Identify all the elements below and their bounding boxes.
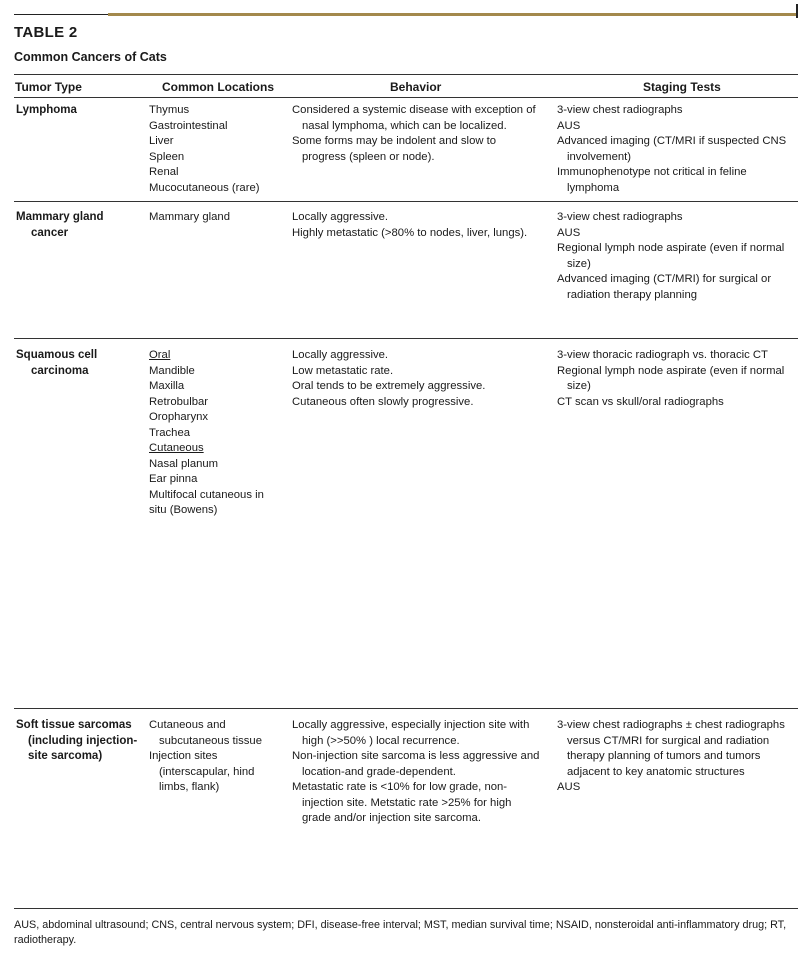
top-rule	[14, 14, 108, 15]
table-bottom-rule	[14, 908, 798, 909]
locations-cell	[149, 718, 277, 796]
location-item: Spleen	[149, 150, 185, 163]
location-item: Oropharynx	[149, 411, 209, 423]
behavior-item: Oral tends to be extremely aggressive.	[292, 380, 486, 392]
location-item: Mandible	[149, 364, 195, 377]
column-header-behavior: Behavior	[390, 80, 442, 94]
locations-cell	[149, 348, 279, 519]
staging-item: Advanced imaging (CT/MRI if suspected CNS involvement)	[557, 135, 787, 163]
location-item: Maxilla	[149, 380, 185, 392]
location-heading-cutaneous: Cutaneous	[149, 442, 204, 454]
top-accent-rule	[108, 13, 796, 16]
behavior-item: Cutaneous often slowly progressive.	[292, 395, 474, 408]
table-label: TABLE 2	[14, 24, 78, 41]
tumor-type-line: Squamous cell	[16, 349, 98, 361]
tumor-type-line: cancer	[31, 226, 69, 239]
locations-cell	[149, 103, 279, 196]
tumor-type-line: (including injection-	[28, 734, 138, 747]
location-item: Mucocutaneous (rare)	[149, 181, 260, 194]
staging-cell	[557, 718, 798, 796]
staging-item: Regional lymph node aspirate (even if normal size)	[557, 364, 785, 392]
behavior-item: Highly metastatic (>80% to nodes, liver, lungs).	[292, 226, 528, 239]
staging-item: AUS	[557, 119, 581, 132]
behavior-item: Non-injection site sarcoma is less aggressive and location-and grade-dependent.	[292, 750, 540, 778]
top-rule-end-mark	[796, 4, 798, 18]
staging-item: 3-view chest radiographs ± chest radiographs versus CT/MRI for surgical and radiation therapy planning of tumors and tumors adjacent to key anatomic structures	[557, 719, 785, 778]
tumor-type-line: Soft tissue sarcomas	[16, 719, 132, 731]
staging-item: 3-view chest radiographs	[557, 211, 683, 223]
table-row-squamous-cell-carcinoma	[16, 348, 144, 379]
row-divider	[14, 338, 798, 339]
staging-item: Regional lymph node aspirate (even if normal size)	[557, 242, 785, 270]
behavior-cell	[292, 718, 542, 827]
location-item: Gastrointestinal	[149, 119, 228, 132]
row-divider	[14, 201, 798, 202]
staging-item: AUS	[557, 781, 581, 793]
location-item: Nasal planum	[149, 457, 219, 470]
table-row-soft-tissue-sarcomas	[16, 718, 144, 765]
tumor-type-line: carcinoma	[31, 364, 89, 377]
behavior-cell	[292, 210, 542, 241]
tumor-type-line: site sarcoma)	[28, 750, 103, 762]
behavior-item: Considered a systemic disease with exception of nasal lymphoma, which can be localized.	[292, 104, 536, 132]
location-item: Retrobulbar	[149, 395, 209, 408]
location-item: Thymus	[149, 104, 190, 116]
tumor-type-line: Mammary gland	[16, 211, 104, 223]
staging-item: CT scan vs skull/oral radiographs	[557, 395, 724, 408]
staging-item: Immunophenotype not critical in feline lymphoma	[557, 166, 747, 194]
staging-item: 3-view thoracic radiograph vs. thoracic CT	[557, 349, 768, 361]
behavior-item: Locally aggressive.	[292, 349, 389, 361]
column-header-staging: Staging Tests	[643, 80, 721, 94]
behavior-cell	[292, 103, 542, 165]
behavior-item: Metastatic rate is <10% for low grade, non-injection site. Metstatic rate >25% for high grade and/or injection site sarcoma.	[292, 781, 512, 824]
staging-cell	[557, 348, 798, 410]
location-item: Mammary gland	[149, 211, 230, 223]
location-heading-oral: Oral	[149, 349, 171, 361]
table-row-lymphoma	[16, 103, 144, 119]
staging-item: Advanced imaging (CT/MRI) for surgical or radiation therapy planning	[557, 273, 772, 301]
tumor-type-line: Lymphoma	[16, 104, 77, 116]
location-item: Multifocal cutaneous in situ (Bowens)	[149, 488, 264, 516]
location-item: Renal	[149, 166, 179, 178]
behavior-item: Some forms may be indolent and slow to progress (spleen or node).	[292, 135, 497, 163]
table-footnote: AUS, abdominal ultrasound; CNS, central nervous system; DFI, disease-free interval; MST, median survival time; NSAID, nonsteroidal anti-inflammatory drug; RT, radiotherapy.	[14, 919, 787, 946]
staging-item: AUS	[557, 226, 581, 239]
location-item: Liver	[149, 135, 174, 147]
location-item: Cutaneous and subcutaneous tissue	[149, 719, 262, 747]
column-header-tumor-type: Tumor Type	[15, 80, 82, 94]
table-row-mammary-gland-cancer	[16, 210, 144, 241]
staging-cell	[557, 210, 798, 303]
location-item: Trachea	[149, 426, 191, 439]
header-top-rule	[14, 74, 798, 75]
location-item: Ear pinna	[149, 473, 198, 485]
locations-cell	[149, 210, 279, 226]
behavior-item: Locally aggressive, especially injection site with high (>>50% ) local recurrence.	[292, 719, 530, 747]
table-caption: Common Cancers of Cats	[14, 50, 167, 64]
behavior-item: Low metastatic rate.	[292, 364, 394, 377]
column-header-locations: Common Locations	[162, 80, 275, 94]
staging-item: 3-view chest radiographs	[557, 104, 683, 116]
staging-cell	[557, 103, 798, 196]
header-bottom-rule	[14, 97, 798, 98]
row-divider	[14, 708, 798, 709]
behavior-item: Locally aggressive.	[292, 211, 389, 223]
location-item: Injection sites (interscapular, hind limbs, flank)	[149, 750, 255, 793]
behavior-cell	[292, 348, 542, 410]
